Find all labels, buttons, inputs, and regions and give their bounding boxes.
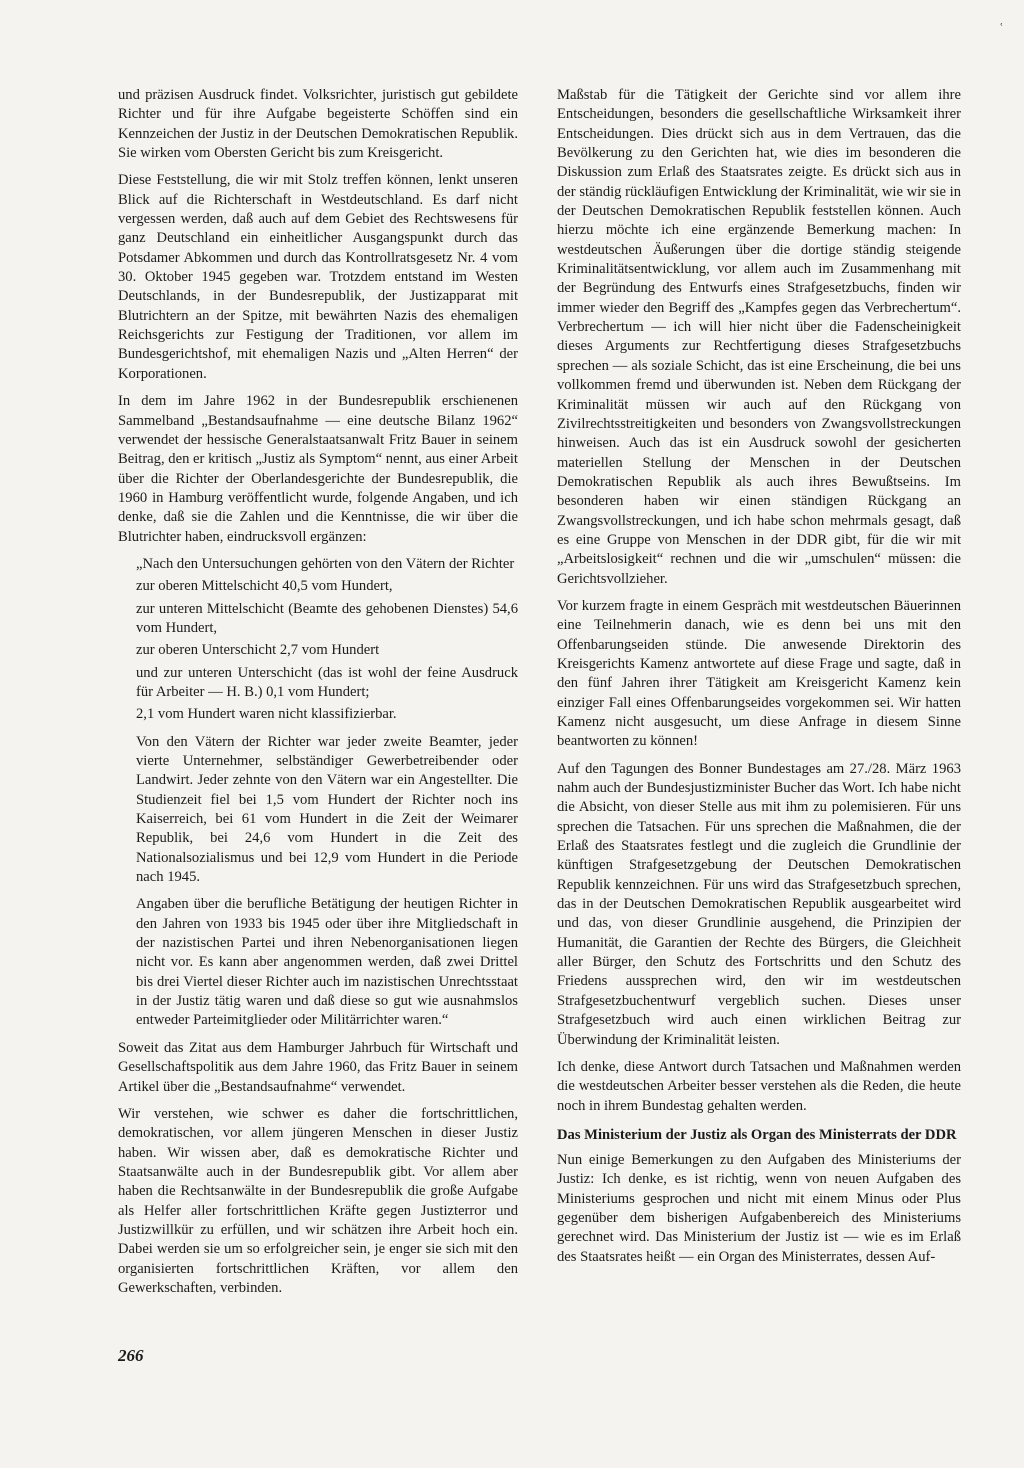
- page-number: 266: [118, 1346, 144, 1365]
- quote-line: zur oberen Unterschicht 2,7 vom Hundert: [136, 642, 380, 659]
- left-column: [118, 86, 518, 1306]
- paragraph: Diese Feststellung, die wir mit Stolz treffen können, lenkt unseren Blick auf die Richterschaft in Westdeutschland. Es darf nicht vergessen werden, daß auch auf dem Gebiet des Rechtswesens für ganz Deutschland ein einheitlicher Ausgangspunkt durch das Potsdamer Abkommen und durch das Kontrollratsgesetz Nr. 4 vom 30. Oktober 1945 gegeben war. Trotzdem entstand im Westen Deutschlands, in der Bundesrepublik, der Justizapparat mit Blutrichtern an der Spitze, mit bewährten Nazis des ehemaligen Reichsgerichts zur Festigung der Traditionen, vor allem im Bundesgerichtshof, mit ehemaligen Nazis und „Alten Herren“ der Korporationen.: [118, 172, 518, 382]
- paragraph: Ich denke, diese Antwort durch Tatsachen und Maßnahmen werden die westdeutschen Arbeiter besser verstehen als die Reden, die heute noch in ihrem Bundestag gehalten werden.: [557, 1058, 961, 1114]
- quote-line: und zur unteren Unterschicht (das ist wohl der feine Ausdruck für Arbeiter — H. B.) 0,1 vom Hundert;: [136, 664, 518, 700]
- quote-paragraph: Angaben über die berufliche Betätigung der heutigen Richter in den Jahren von 1933 bis 1945 oder über ihre Mitgliedschaft in der nazistischen Partei und ihren Nebenorganisationen liegen nicht vor. Es kann aber angenommen werden, daß zwei Drittel bis drei Viertel dieser Richter auch im nazistischen Unrechtsstaat in der Justiz tätig waren und daß diese so gut wie ausnahmslos entweder Parteimitglieder oder Militärrichter waren.“: [136, 896, 518, 1029]
- paragraph: In dem im Jahre 1962 in der Bundesrepublik erschienenen Sammelband „Bestandsaufnahme — eine deutsche Bilanz 1962“ verwendet der hessische Generalstaatsanwalt Fritz Bauer in seinem Beitrag, den er kritisch „Justiz als Symptom“ nennt, aus einer Arbeit über die Richter der Oberlandesgerichte der Bundesrepublik, die 1960 in Hamburg veröffentlicht wurde, folgende Angaben, und ich denke, daß sie die Zahlen und die Kenntnisse, die wir über die Blutrichter haben, eindrucksvoll ergänzen:: [118, 393, 518, 545]
- paragraph: Soweit das Zitat aus dem Hamburger Jahrbuch für Wirtschaft und Gesellschaftspolitik aus dem Jahre 1960, das Fritz Bauer in seinem Artikel über die „Bestandsaufnahme“ verwendet.: [118, 1039, 518, 1095]
- quote-line: 2,1 vom Hundert waren nicht klassifizierbar.: [136, 706, 397, 723]
- corner-mark: ʿ: [999, 22, 1004, 37]
- quote-line: zur oberen Mittelschicht 40,5 vom Hundert,: [136, 578, 393, 595]
- paragraph: Wir verstehen, wie schwer es daher die fortschrittlichen, demokratischen, vor allem jüngeren Menschen in dieser Justiz haben. Wir wissen aber, daß es demokratische Richter und Staatsanwälte auch in der Bundesrepublik gibt. Vor allem aber haben die Rechtsanwälte in der Bundesrepublik die große Aufgabe als Helfer aller fortschrittlichen Kräfte gegen Justizterror und Justizwillkür zu erfüllen, und wir schätzen ihre Arbeit hoch ein. Dabei werden sie um so erfolgreicher sein, je enger sie sich mit den organisierten fortschrittlichen Kräften, vor allem den Gewerkschaften, verbinden.: [118, 1105, 518, 1296]
- paragraph: und präzisen Ausdruck findet. Volksrichter, juristisch gut gebildete Richter und für ihre Aufgabe begeisterte Schöffen sind ein Kennzeichen der Justiz in der Deutschen Demokratischen Republik. Sie wirken vom Obersten Gericht bis zum Kreisgericht.: [118, 87, 518, 162]
- right-column: [557, 86, 961, 1275]
- paragraph: Vor kurzem fragte in einem Gespräch mit westdeutschen Bäuerinnen eine Teilnehmerin danach, wie es denn bei uns mit den Offenbarungseiden stünde. Die anwesende Direktorin des Kreisgerichts Kamenz antwortete auf diese Frage und sagte, daß in den fünf Jahren ihrer Tätigkeit am Kreisgericht Kamenz kein einziger Fall eines Offenbarungseides vorgekommen sei. Wir hatten Kamenz nicht ausgesucht, um diese Anfrage in diesem Sinne beantworten zu können!: [557, 597, 961, 750]
- paragraph: Nun einige Bemerkungen zu den Aufgaben des Ministeriums der Justiz: Ich denke, es ist richtig, wenn von neuen Aufgaben des Ministeriums gesprochen und nicht mit einem Minus oder Plus gegenüber dem bisherigen Aufgabenbereich des Ministeriums gerechnet wird. Das Ministerium der Justiz ist — wie es im Erlaß des Staatsrates heißt — ein Organ des Ministerrates, dessen Auf-: [557, 1151, 961, 1265]
- section-heading: Das Ministerium der Justiz als Organ des Ministerrats der DDR: [557, 1126, 957, 1143]
- quote-paragraph: Von den Vätern der Richter war jeder zweite Beamter, jeder vierte Unternehmer, selbständiger Gewerbetreibender oder Landwirt. Jeder zehnte von den Vätern war ein Angestellter. Die Studienzeit fiel bei 1,5 vom Hundert der Richter noch ins Kaiserreich, bei 61 vom Hundert in die Zeit der Weimarer Republik, bei 24,6 vom Hundert in die Zeit des Nationalsozialismus und bei 12,9 vom Hundert in die Periode nach 1945.: [136, 733, 518, 886]
- paragraph: Auf den Tagungen des Bonner Bundestages am 27./28. März 1963 nahm auch der Bundesjustizminister Bucher das Wort. Ich habe nicht die Absicht, von dieser Stelle aus mit ihm zu polemisieren. Für uns sprechen die Tatsachen. Für uns sprechen die Maßnahmen, die der Erlaß des Staatsrates festlegt und die zugleich die Grundlinie der künftigen Strafgesetzgebung der Deutschen Demokratischen Republik kennzeichnen. Für uns wird das Strafgesetzbuch sprechen, das in der Deutschen Demokratischen Republik ausgearbeitet wird und das, von dieser Grundlinie ausgehend, die Prinzipien der Humanität, die Garantien der Rechte des Bürgers, die Gleichheit aller Bürger, den Schutz des Fortschritts und den Schutz des Friedens aussprechen wird, den wir im westdeutschen Strafgesetzbuchentwurf vergeblich suchen. Dieses unser Strafgesetzbuch wird auch einen wirklichen Beitrag zur Überwindung der Kriminalität leisten.: [557, 760, 961, 1048]
- paragraph: Maßstab für die Tätigkeit der Gerichte sind vor allem ihre Entscheidungen, besonders die gesellschaftliche Wirksamkeit ihrer Entscheidungen. Dies drückt sich aus in dem Vertrauen, das die Bevölkerung zu den Gerichten hat, wie dies im besonderen die Diskussion zum Erlaß des Staatsrates zeigte. Es drückt sich aus in der ständig rückläufigen Entwicklung der Kriminalität, wie wir sie in der Deutschen Demokratischen Republik feststellen können. Auch hierzu möchte ich eine ergänzende Bemerkung machen: In westdeutschen Äußerungen über die dortige ständig steigende Kriminalitätsentwicklung, vor allem auch im Zusammenhang mit der Begründung des Entwurfs eines Strafgesetzbuchs, finden wir immer wieder den Begriff des „Kampfes gegen das Verbrechertum“. Verbrechertum — ich will hier nicht über die Fadenscheinigkeit dieses Arguments zur Rechtfertigung dieses Strafgesetzbuchs sprechen — als soziale Schicht, das ist eine Erscheinung, die bei uns vollkommen fremd und überwunden ist. Neben dem Rückgang der Kriminalität müssen wir auch auf den Rückgang von Zivilrechtsstreitigkeiten und besonders von Zwangsvollstreckungen hinweisen. Auch das ist ein Ausdruck sowohl der gesicherten materiellen Stellung der Menschen in der Deutschen Demokratischen Republik als auch ihres Bewußtseins. Im besonderen haben wir einen ständigen Rückgang an Zwangsvollstreckungen, und ich habe schon mehrmals gesagt, daß es eine Gruppe von Menschen in der DDR gibt, für die wir mit „Arbeitslosigkeit“ rechnen und die wir „umschulen“ müssen: die Gerichtsvollzieher.: [557, 87, 961, 587]
- quote-line: „Nach den Untersuchungen gehörten von den Vätern der Richter: [136, 555, 515, 572]
- quote-line: zur unteren Mittelschicht (Beamte des gehobenen Dienstes) 54,6 vom Hundert,: [136, 600, 518, 636]
